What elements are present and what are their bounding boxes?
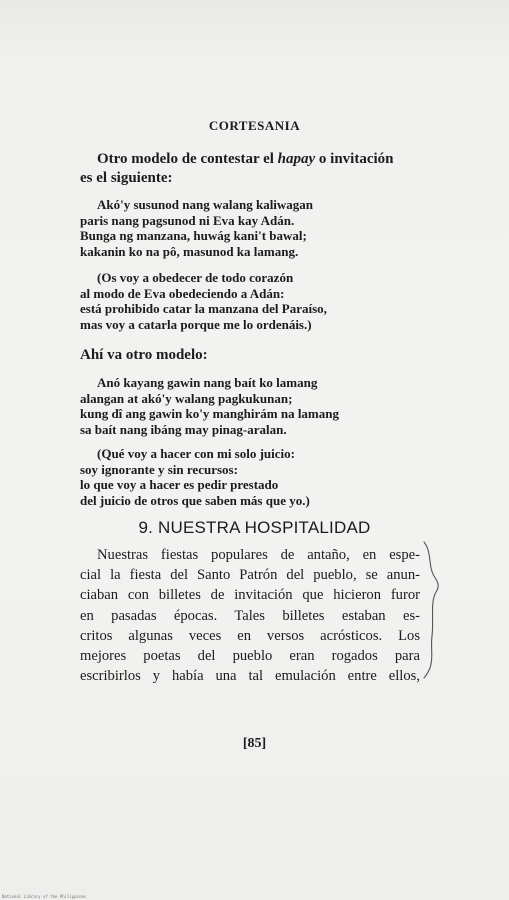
verse-line: kakanin ko na pô, masunod ka lamang. <box>80 243 299 259</box>
verse-line: Anó kayang gawin nang baít ko lamang <box>97 375 318 390</box>
translation-line: (Os voy a obedecer de todo corazón <box>97 270 294 285</box>
paragraph-line: mejores poetas del pueblo eran rogados para <box>80 648 420 665</box>
translation-2 <box>80 446 430 508</box>
verse-line: sa baít nang ibáng may pinag-aralan. <box>80 421 287 437</box>
second-intro <box>80 346 430 365</box>
intro-emphasis: hapay <box>277 151 316 167</box>
section-title: 9. NUESTRA HOSPITALIDAD <box>138 518 371 537</box>
translation-1 <box>80 270 430 332</box>
margin-brace-mark <box>418 540 442 680</box>
translation-1-lines <box>80 270 430 332</box>
translation-line: está prohibido catar la manzana del Paraíso, <box>80 301 327 317</box>
intro-text-end: o invitación <box>315 151 394 167</box>
paragraph-line: en pasadas épocas. Tales billetes estaban es- <box>80 607 420 624</box>
intro-line-2: es el siguiente: <box>80 170 173 186</box>
page-number: [85] <box>242 736 267 751</box>
verse-line: alangan at akó'y walang pagkukunan; <box>80 390 293 406</box>
verse-1-lines <box>80 197 430 259</box>
paragraph-line: escribirlos y había una tal emulación entre ellos, <box>80 668 420 685</box>
running-head: CORTESANIA <box>208 118 301 133</box>
section-paragraph <box>80 545 420 686</box>
paragraph-line: cial la fiesta del Santo Patrón del pueblo, se anun- <box>80 567 420 584</box>
verse-line: Bunga ng manzana, huwág kani't bawal; <box>80 228 307 244</box>
translation-line: soy ignorante y sin recursos: <box>80 461 238 477</box>
verse-line: Akó'y susunod nang walang kaliwagan <box>97 197 314 212</box>
translation-line: lo que voy a hacer es pedir prestado <box>80 477 279 493</box>
intro-text-start: Otro modelo de contestar el <box>97 151 278 167</box>
paragraph-line: Nuestras fiestas populares de antaño, en espe- <box>97 547 420 563</box>
translation-line: (Qué voy a hacer con mi solo juicio: <box>97 446 295 461</box>
translation-line: del juicio de otros que saben más que yo.) <box>80 492 310 508</box>
verse-line: paris nang pagsunod ni Eva kay Adán. <box>80 212 295 228</box>
translation-2-lines <box>80 446 430 508</box>
verse-line: kung dî ang gawin ko'y manghirám na lamang <box>80 406 339 422</box>
verse-1 <box>80 197 430 259</box>
intro-paragraph <box>80 150 430 188</box>
paragraph-line: ciaban con billetes de invitación que hicieron furor <box>80 587 420 604</box>
translation-line: al modo de Eva obedeciendo a Adán: <box>80 285 285 301</box>
verse-2 <box>80 375 430 437</box>
second-intro-text: Ahí va otro modelo: <box>80 347 208 363</box>
paragraph-line: critos algunas veces en versos acrósticos. Los <box>80 627 420 644</box>
verse-2-lines <box>80 375 430 437</box>
intro-line-1 <box>80 150 430 169</box>
translation-line: mas voy a catarla porque me lo ordenáis.) <box>80 316 312 332</box>
library-footer: National Library of the Philippines <box>2 894 87 899</box>
